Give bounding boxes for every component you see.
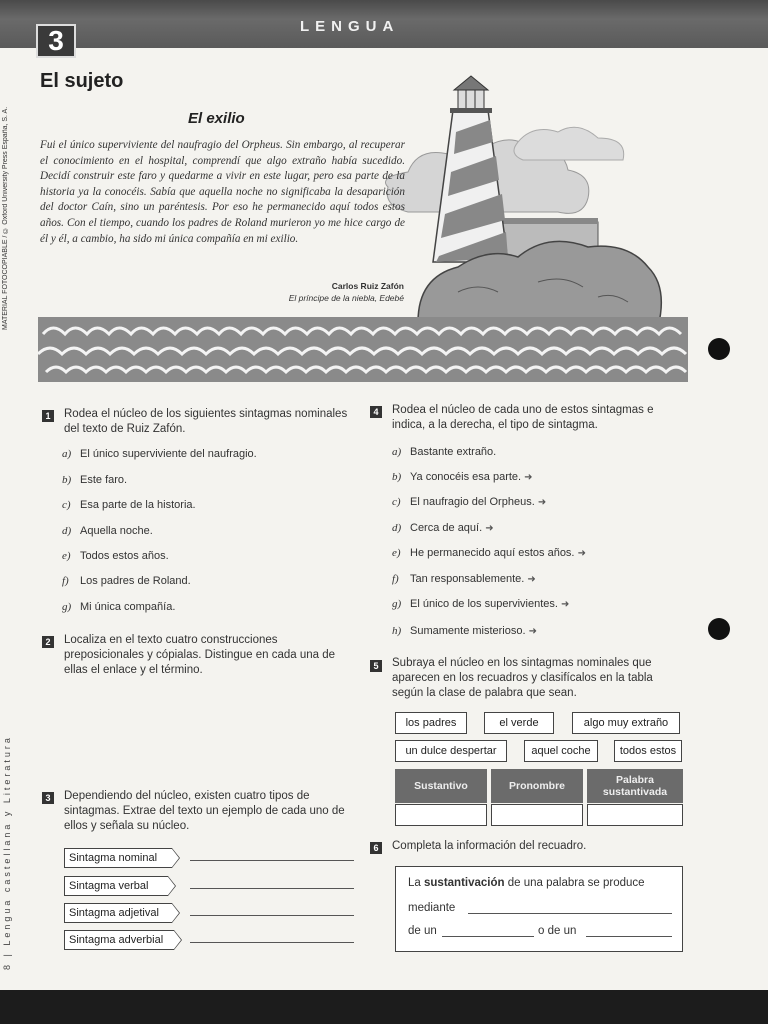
q4-item-h: h) Sumamente misterioso. ➜ (392, 625, 537, 637)
info-line-3b: o de un (538, 925, 577, 937)
section-title: LENGUA (300, 18, 400, 35)
q1-item-d: d) Aquella noche. (62, 525, 153, 537)
question-3-text: Dependiendo del núcleo, existen cuatro tipos de sintagmas. Extrae del texto un ejemplo de cada uno de ellos y señala su núcleo. (64, 790, 345, 832)
sintagma-nominal-label: Sintagma nominal (64, 848, 180, 868)
q4-item-e: e) He permanecido aquí estos años. ➜ (392, 547, 586, 559)
table-cell-sustantivo[interactable] (395, 804, 487, 826)
page-title: El sujeto (40, 70, 124, 92)
question-number-1: 1 (42, 410, 54, 422)
word-box: aquel coche (524, 740, 598, 762)
question-2-text: Localiza en el texto cuatro construcciones preposicionales y cópialas. Distingue en cada una de ellas el enlace y el término. (64, 634, 336, 676)
story-title: El exilio (188, 110, 245, 127)
info-line-1: La sustantivación de una palabra se produce (408, 877, 645, 889)
q4-item-g: g) El único de los supervivientes. ➜ (392, 598, 570, 610)
question-1-text: Rodea el núcleo de los siguientes sintagmas nominales del texto de Ruiz Zafón. (64, 408, 348, 435)
unit-number-badge: 3 (36, 24, 76, 58)
q1-item-e: e) Todos estos años. (62, 550, 169, 562)
q1-item-a: a) El único superviviente del naufragio. (62, 448, 257, 460)
q4-item-d: d) Cerca de aquí. ➜ (392, 522, 494, 534)
answer-line[interactable] (586, 936, 672, 937)
question-4-text: Rodea el núcleo de cada uno de estos sintagmas e indica, a la derecha, el tipo de sintagma. (392, 404, 654, 431)
answer-line[interactable] (190, 942, 354, 943)
q4-item-c: c) El naufragio del Orpheus. ➜ (392, 496, 547, 508)
q1-item-g: g) Mi única compañía. (62, 601, 176, 613)
table-cell-pronombre[interactable] (491, 804, 583, 826)
word-box: todos estos (614, 740, 682, 762)
sintagma-adverbial-label: Sintagma adverbial (64, 930, 180, 950)
info-box (395, 866, 683, 952)
word-box: un dulce despertar (395, 740, 507, 762)
answer-line[interactable] (442, 936, 534, 937)
author-name: Carlos Ruiz Zafón (331, 281, 404, 291)
book-reference: El príncipe de la niebla, Edebé (288, 293, 404, 303)
answer-line[interactable] (190, 860, 354, 861)
answer-line[interactable] (190, 915, 354, 916)
q4-item-a: a) Bastante extraño. (392, 446, 497, 458)
question-number-2: 2 (42, 636, 54, 648)
question-number-6: 6 (370, 842, 382, 854)
q4-item-b: b) Ya conocéis esa parte. ➜ (392, 471, 533, 483)
info-line-2: mediante (408, 902, 456, 914)
binder-hole (708, 338, 730, 360)
story-text: Fui el único superviviente del naufragio del Orpheus. Sin embargo, al recuperar el conocimiento en el hospital, comprendí que algo extraño había sucedido. Decidí construir este faro y quedarme a vivir en este lugar, pero esa parte de la historia ya la conocéis. Sabía que aquella noche no significaba la desaparición del doctor Caín, sino un paréntesis. Por eso he permanecido aquí todos estos años. Con el tiempo, cuando los padres de Roland murieron yo me hice cargo de él y él, a cambio, ha sido mi única compañía en mi exilio. (40, 139, 405, 245)
sintagma-verbal-label: Sintagma verbal (64, 876, 180, 896)
q4-item-f: f) Tan responsablemente. ➜ (392, 573, 536, 585)
question-6-text: Completa la información del recuadro. (392, 840, 587, 852)
info-line-3a: de un (408, 925, 437, 937)
q1-item-c: c) Esa parte de la historia. (62, 499, 196, 511)
copyright-note: MATERIAL FOTOCOPIABLE / © Oxford University Press España, S. A. (2, 106, 9, 330)
question-number-5: 5 (370, 660, 382, 672)
answer-line[interactable] (468, 913, 672, 914)
word-box: los padres (395, 712, 467, 734)
header-bar (0, 0, 768, 48)
table-header-sustantivo: Sustantivo (395, 769, 487, 803)
question-5-text: Subraya el núcleo en los sintagmas nominales que aparecen en los recuadros y clasifícalos en la tabla según la clase de palabra que sean. (392, 657, 653, 699)
table-header-palabra-sustantivada: Palabra sustantivada (587, 769, 683, 803)
word-box: algo muy extraño (572, 712, 680, 734)
question-number-4: 4 (370, 406, 382, 418)
binder-hole (708, 618, 730, 640)
answer-line[interactable] (190, 888, 354, 889)
table-header-pronombre: Pronombre (491, 769, 583, 803)
question-number-3: 3 (42, 792, 54, 804)
word-box: el verde (484, 712, 554, 734)
story-attribution (230, 280, 404, 304)
sintagma-adjetival-label: Sintagma adjetival (64, 903, 180, 923)
q1-item-b: b) Este faro. (62, 474, 128, 486)
q1-item-f: f) Los padres de Roland. (62, 575, 191, 587)
book-footer: 8 | Lengua castellana y Literatura (2, 735, 12, 970)
table-cell-palabra-sustantivada[interactable] (587, 804, 683, 826)
